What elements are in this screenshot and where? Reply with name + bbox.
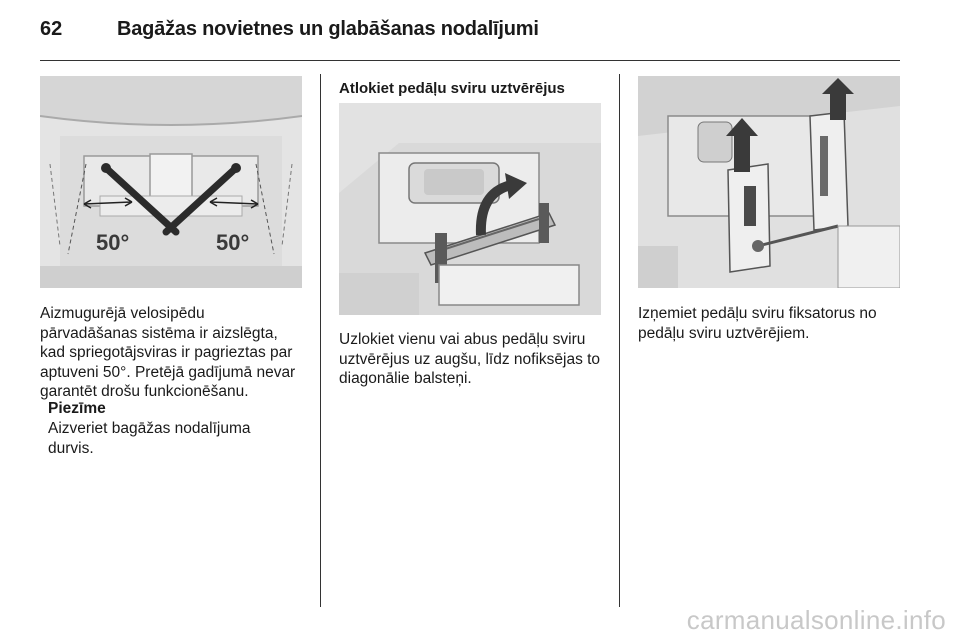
fold-up-holders-illustration xyxy=(339,103,601,315)
header-rule xyxy=(40,60,900,61)
note-text: Aizveriet bagāžas nodalījuma durvis. xyxy=(48,420,251,457)
column3-paragraph: Izņemiet pedāļu sviru fiksatorus no pedāļu sviru uztvērējiem. xyxy=(638,305,877,342)
figure-fold-up-holders xyxy=(339,103,601,315)
angle-label-left: 50° xyxy=(96,230,130,255)
remove-locks-illustration xyxy=(638,76,900,288)
figure-tension-levers xyxy=(40,76,302,288)
note-label: Piezīme xyxy=(48,400,106,417)
tension-levers-illustration xyxy=(40,76,302,288)
angle-label-right: 50° xyxy=(216,230,250,255)
section-heading: Atlokiet pedāļu sviru uztvērējus xyxy=(339,80,565,97)
watermark: carmanualsonline.info xyxy=(686,605,946,635)
page-header xyxy=(40,18,900,48)
page-title: Bagāžas novietnes un glabāšanas nodalījumi xyxy=(117,18,539,40)
page-number: 62 xyxy=(40,18,63,40)
column-divider-2 xyxy=(619,74,620,607)
column-divider-1 xyxy=(320,74,321,607)
figure-remove-locks xyxy=(638,76,900,288)
column2-paragraph: Uzlokiet vienu vai abus pedāļu sviru uztvērējus uz augšu, līdz nofiksējas to diagonālie balsteņi. xyxy=(339,331,601,387)
column1-paragraph: Aizmugurējā velosipēdu pārvadāšanas sistēma ir aizslēgta, kad spriegotājsviras ir pagrieztas par aptuveni 50°. Pretējā gadījumā nevar garantēt drošu funkcionēšanu. xyxy=(40,305,296,400)
